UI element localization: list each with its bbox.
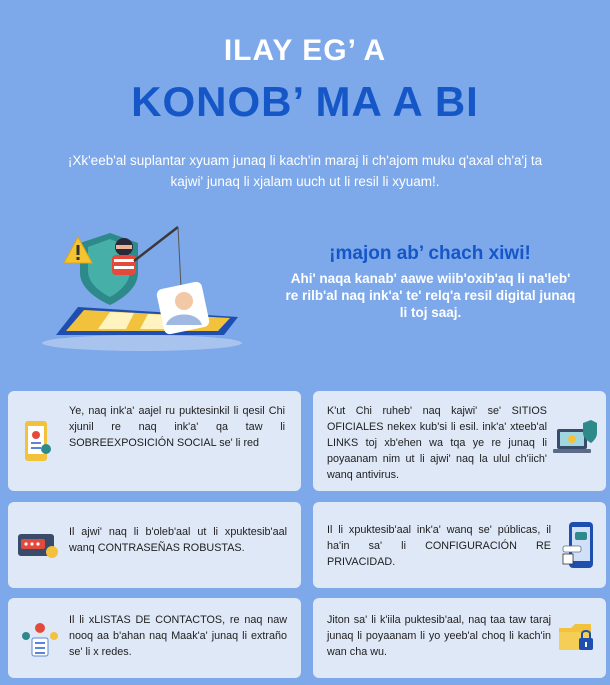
tip-text-5: Il li xLISTAS DE CONTACTOS, re naq naw nooq aa b'ahan naq Maak'a' junaq li extraño se' li x redes. bbox=[69, 614, 287, 658]
tip-text-1: Ye, naq ink'a' aajel ru puktesinkil li qesil Chi xjunil re naq ink'a' qa taw li SOBREEXPOSICIÓN SOCIAL se' li red bbox=[69, 405, 285, 449]
phishing-illustration bbox=[38, 225, 246, 355]
warning-body: Ahi' naqa kanab' aawe wiib'oxib'aq li na'leb' re rilb'al naq ink'a' te' relq'a resil digital junaq li toj saaj. bbox=[285, 271, 576, 320]
tip-card-6 bbox=[313, 598, 606, 678]
tip-text-3: Il ajwi' naq li b'oleb'aal ut li xpuktesib'aal wanq CONTRASEÑAS ROBUSTAS. bbox=[69, 526, 287, 554]
fishing-rod bbox=[134, 227, 178, 261]
title-line-1: ILAY EG’ A bbox=[223, 34, 387, 67]
intro-text: ¡Xk'eeb'al suplantar xyuam junaq li kach'in maraj li ch'ajom muku q'axal ch'a'j ta kajwi' junaq li xjalam uuch ut li resil li xyuam!. bbox=[67, 153, 543, 189]
tip-card-3 bbox=[8, 502, 301, 588]
tip-card-4 bbox=[313, 502, 606, 588]
shadow bbox=[42, 335, 242, 351]
tip-text-4: Il li xpuktesib'aal ink'a' wanq se' públicas, il ha'in sa' li CONFIGURACIÓN RE PRIVACIDAD. bbox=[327, 524, 551, 568]
tip-card-2 bbox=[313, 391, 606, 491]
contacts-icon bbox=[20, 620, 60, 658]
tip-text-2: K'ut Chi ruheb' naq kajwi' se' SITIOS OFICIALES nekex kub'si li esil. ink'a' xteeb'al LINKS toj xb'ehen wa tqa ye re junaq li poyaanam nim ut li ajwi' naq la ulul ch'iich' wanq antivirus. bbox=[327, 405, 547, 481]
tip-card-5 bbox=[8, 598, 301, 678]
laptop-shield-icon bbox=[553, 419, 597, 463]
phone-profile-icon bbox=[22, 419, 52, 465]
tip-card-1 bbox=[8, 391, 301, 491]
warning-heading: ¡majon ab’ chach xiwi! bbox=[329, 243, 531, 264]
folder-lock-icon bbox=[557, 618, 599, 658]
phone-lock-icon bbox=[561, 520, 597, 572]
tip-text-6: Jiton sa' li k'iila puktesib'aal, naq taa taw taraj junaq li poyaanam li yo yeeb'al choq li kach'in wan cha wu. bbox=[327, 614, 551, 658]
title-line-2: KONOB’ MA A BI bbox=[131, 78, 479, 125]
password-icon bbox=[18, 530, 60, 562]
